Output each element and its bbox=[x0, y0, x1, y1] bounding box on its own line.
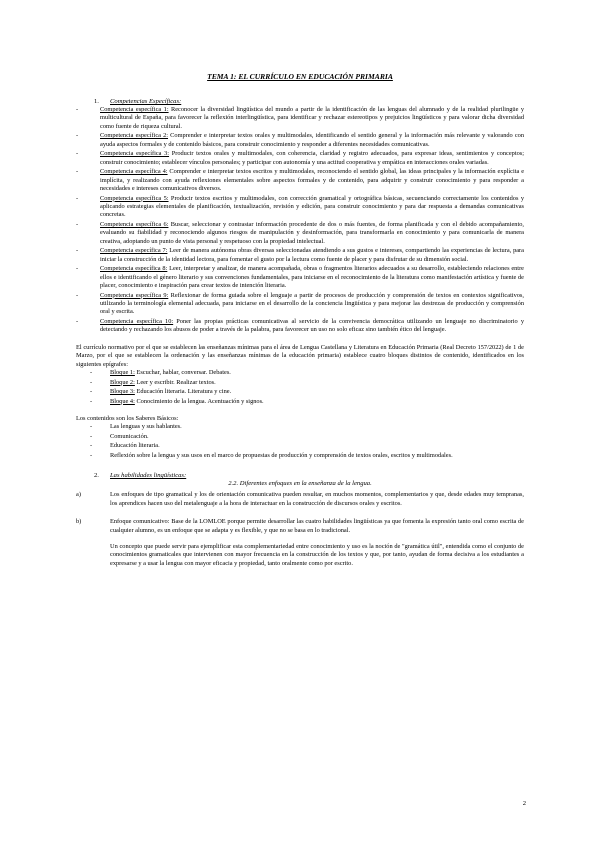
block-label: Bloque 3: bbox=[110, 388, 135, 396]
competency-label: Competencia específica 9: bbox=[100, 291, 169, 299]
block-text: Conocimiento de la lengua. Acentuación y signos. bbox=[134, 397, 264, 405]
block-item bbox=[76, 369, 524, 377]
competency-label: Competencia específica 10: bbox=[100, 317, 174, 325]
competency-label: Competencia específica 8: bbox=[100, 265, 168, 273]
competency-label: Competencia específica 7: bbox=[100, 247, 168, 255]
competency-text: Leer, interpretar y analizar, de manera acompañada, obras o fragmentos literarios adecuados a su desarrollo, estableciendo relaciones entre ellos e identificando el género literario y sus convenciones fundamentales, para iniciarse en el reconocimiento de la literatura como manifestación artística y fuente de placer, conocimiento e inspiración para crear textos de intención literaria. bbox=[100, 265, 524, 290]
competency-item bbox=[76, 106, 524, 131]
block-text: Educación literaria. Literatura y cine. bbox=[134, 388, 232, 396]
alpha-label: b) bbox=[76, 518, 82, 526]
page-number: 2 bbox=[522, 800, 526, 807]
alpha-item-b bbox=[76, 518, 524, 535]
block-item bbox=[76, 388, 524, 396]
competency-text: Reflexionar de forma guiada sobre el lenguaje a partir de procesos de producción y comprensión de textos en contextos significativos, utilizando la terminología elemental adecuada, para iniciarse en el desarrollo de la conciencia lingüística y para mejorar las destrezas de producción y comprensión oral y escrita. bbox=[100, 291, 524, 316]
competency-item bbox=[76, 265, 524, 290]
block-item bbox=[76, 398, 524, 406]
competency-item bbox=[76, 168, 524, 193]
saberes-item: - Educación literaria. bbox=[76, 442, 524, 450]
block-text: Escuchar, hablar, conversar. Debates. bbox=[134, 369, 231, 377]
competency-text: Comprender e interpretar textos orales y multimodales, identificando el sentido general y la información más relevante y valorando con ayuda aspectos formales y de contenido básicos, para construir conocimiento y responder a diferentes necesidades comunicativas. bbox=[100, 132, 524, 148]
competency-item bbox=[76, 195, 524, 220]
section-title: Competencias Específicas: bbox=[110, 98, 182, 105]
competency-text: Producir textos escritos y multimodales, con corrección gramatical y ortográfica básicas, secuenciando correctamente los contenidos y aplicando estrategias elementales de planificación, textualización, revisión y edición, para construir conocimiento y para dar respuesta a demandas comunicativas concretas. bbox=[100, 194, 525, 219]
competency-item bbox=[76, 221, 524, 246]
alpha-item-a bbox=[76, 491, 524, 508]
block-label: Bloque 4: bbox=[110, 397, 135, 405]
alpha-text: Los enfoques de tipo gramatical y los de orientación comunicativa pueden resultar, en muchos momentos, complementarios y que, desde edades muy tempranas, los aprendices hacen uso del metalenguaje a la hora de interactuar en la construcción de discursos orales y escritos. bbox=[110, 491, 524, 507]
competency-text: Buscar, seleccionar y contrastar información procedente de dos o más fuentes, de forma planificada y con el debido acompañamiento, evaluando su fiabilidad y reconociendo algunos riesgos de manipulación y desinformación, para transformarla en conocimiento y para comunicarla de manera creativa, adoptando un punto de vista personal y respetuoso con la propiedad intelectual. bbox=[100, 220, 524, 245]
block-item bbox=[76, 379, 524, 387]
competency-label: Competencia específica 5: bbox=[100, 194, 169, 202]
competency-text: Producir textos orales y multimodales, con coherencia, claridad y registro adecuados, para expresar ideas, sentimientos y conceptos; construir conocimiento; establecer vínculos personales; y participar con autonomía y una actitud cooperativa y empática en interacciones orales variadas. bbox=[100, 150, 524, 166]
competency-label: Competencia específica 6: bbox=[100, 220, 169, 228]
alpha-text: Enfoque comunicativo: Base de la LOMLOE porque permite desarrollar las cuatro habilidades lingüísticas ya que fomenta la expresión tanto oral como escrita de cualquier alumno, es un enfoque que se adapta y es flexible, y que no se basa en lo tradicional. bbox=[110, 518, 524, 534]
competency-label: Competencia específica 1: bbox=[100, 106, 169, 113]
block-text: Leer y escribir. Realizar textos. bbox=[134, 378, 216, 386]
competency-item bbox=[76, 292, 524, 317]
content-blocks-list bbox=[76, 369, 524, 406]
curriculum-paragraph: El currículo normativo por el que se establecen las enseñanzas mínimas para el área de Lengua Castellana y Literatura en Educación Primaria (Real Decreto 157/2022) de 1 de Marzo, por el que se establecen la ordenación y las enseñanzas mínimas de la educación primaria) establece cuatro bloques distintos de contenido, identificados en los siguientes epígrafes: bbox=[76, 343, 524, 368]
saberes-item: - Las lenguas y sus hablantes. bbox=[76, 423, 524, 431]
section-number: 1. bbox=[94, 98, 99, 105]
closing-paragraph: Un concepto que puede servir para ejemplificar esta complementariedad entre conocimiento y uso es la noción de "gramática útil", entendida como el conjunto de conocimientos gramaticales que intervienen con mayor frecuencia en la construcción de los textos y que, por tanto, ayudan de forma decisiva a los estudiantes a expresarse y a usar la lengua con mayor eficacia y propiedad, tanto oralmente como por escrito. bbox=[110, 543, 524, 567]
saberes-item: - Comunicación. bbox=[76, 433, 524, 441]
saberes-item: - Reflexión sobre la lengua y sus usos en el marco de propuestas de producción y comprensión de textos orales, escritos y multimodales. bbox=[76, 452, 524, 460]
section-number: 2. bbox=[94, 472, 99, 480]
competencies-list bbox=[76, 106, 524, 335]
block-label: Bloque 1: bbox=[110, 369, 135, 377]
competency-item bbox=[76, 318, 524, 335]
competency-label: Competencia específica 4: bbox=[100, 168, 168, 176]
competency-label: Competencia específica 2: bbox=[100, 132, 169, 140]
competency-item bbox=[76, 247, 524, 264]
block-label: Bloque 2: bbox=[110, 378, 135, 386]
section-2-heading bbox=[94, 472, 524, 479]
competency-text: Comprender e interpretar textos escritos y multimodales, reconociendo el sentido global, las ideas principales y la información explícita e implícita, y realizando con ayuda reflexiones elementales sobre aspectos formales y de contenido, para adquirir y construir conocimiento y para responder a necesidades e intereses comunicativos diversos. bbox=[100, 168, 525, 193]
section-1-heading bbox=[94, 98, 524, 105]
competency-text: Reconocer la diversidad lingüística del mundo a partir de la identificación de las lenguas del alumnado y de la realidad plurilingüe y multicultural de España, para favorecer la reflexión interlingüística, para identificar y rechazar estereotipos y prejuicios lingüísticos y para valorar dicha diversidad como fuente de riqueza cultural. bbox=[100, 106, 524, 130]
competency-item bbox=[76, 132, 524, 149]
competency-text: Poner las propias prácticas comunicativas al servicio de la convivencia democrática utilizando un lenguaje no discriminatorio y detectando y rechazando los abusos de poder a través de la palabra, para favorecer un uso no solo eficaz sino también ético del lenguaje. bbox=[100, 317, 524, 334]
alpha-label: a) bbox=[76, 491, 81, 499]
section-title: Las habilidades lingüísticas: bbox=[110, 472, 187, 480]
saberes-list bbox=[76, 423, 524, 460]
page-title: TEMA 1: EL CURRÍCULO EN EDUCACIÓN PRIMARIA bbox=[207, 72, 393, 81]
competency-item bbox=[76, 150, 524, 167]
subsection-title: 2.2. Diferentes enfoques en la enseñanza de la lengua. bbox=[228, 480, 372, 488]
saberes-intro: Los contenidos son los Saberes Básicos: bbox=[76, 414, 179, 422]
competency-text: Leer de manera autónoma obras diversas seleccionadas atendiendo a sus gustos e intereses, compartiendo las experiencias de lectura, para iniciar la construcción de la identidad lectora, para fomentar el gusto por la lectura como fuente de placer y para disfrutar de su dimensión social. bbox=[100, 247, 524, 263]
competency-label: Competencia específica 3: bbox=[100, 150, 170, 158]
